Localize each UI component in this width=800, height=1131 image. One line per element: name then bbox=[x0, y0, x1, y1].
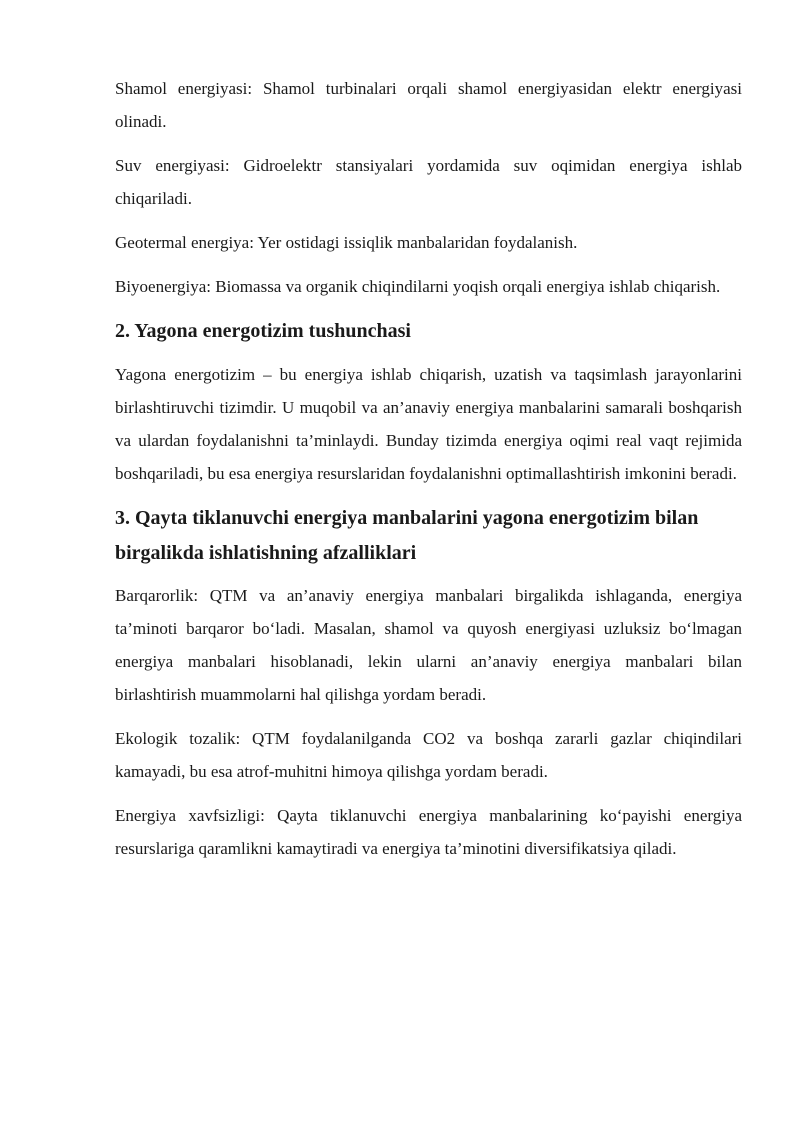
paragraph-energy-security: Energiya xavfsizligi: Qayta tiklanuvchi energiya manbalarining ko‘payishi energiya resurslariga qaramlikni kamaytiradi va energiya ta’minotini diversifikatsiya qiladi. bbox=[115, 806, 742, 858]
paragraph-ecological-cleanliness: Ekologik tozalik: QTM foydalanilganda CO2 va boshqa zararli gazlar chiqindilari kamayadi, bu esa atrof-muhitni himoya qilishga yordam beradi. bbox=[115, 729, 742, 781]
paragraph-water-energy: Suv energiyasi: Gidroelektr stansiyalari yordamida suv oqimidan energiya ishlab chiqariladi. bbox=[115, 156, 742, 208]
paragraph-stability: Barqarorlik: QTM va an’anaviy energiya manbalari birgalikda ishlaganda, energiya ta’minoti barqaror bo‘ladi. Masalan, shamol va quyosh energiyasi uzluksiz bo‘lmagan energiya manbalari hisoblanadi, lekin ularni an’anaviy energiya manbalari bilan birlashtirish muammolarni hal qilishga yordam beradi. bbox=[115, 586, 742, 704]
paragraph-wind-energy: Shamol energiyasi: Shamol turbinalari orqali shamol energiyasidan elektr energiyasi olinadi. bbox=[115, 79, 742, 131]
paragraph-geothermal-energy: Geotermal energiya: Yer ostidagi issiqlik manbalaridan foydalanish. bbox=[115, 233, 578, 252]
page-content bbox=[115, 72, 742, 876]
paragraph-bioenergy: Biyoenergiya: Biomassa va organik chiqindilarni yoqish orqali energiya ishlab chiqarish. bbox=[115, 277, 721, 296]
section-3-heading: 3. Qayta tiklanuvchi energiya manbalarini yagona energotizim bilan birgalikda ishlatishning afzalliklari bbox=[115, 507, 699, 564]
section-2-heading: 2. Yagona energotizim tushunchasi bbox=[115, 320, 411, 342]
section-2-body: Yagona energotizim – bu energiya ishlab chiqarish, uzatish va taqsimlash jarayonlarini birlashtiruvchi tizimdir. U muqobil va an’anaviy energiya manbalarini samarali boshqarish va ulardan foydalanishni ta’minlaydi. Bunday tizimda energiya oqimi real vaqt rejimida boshqariladi, bu esa energiya resurslaridan foydalanishni optimallashtirish imkonini beradi. bbox=[115, 365, 742, 483]
